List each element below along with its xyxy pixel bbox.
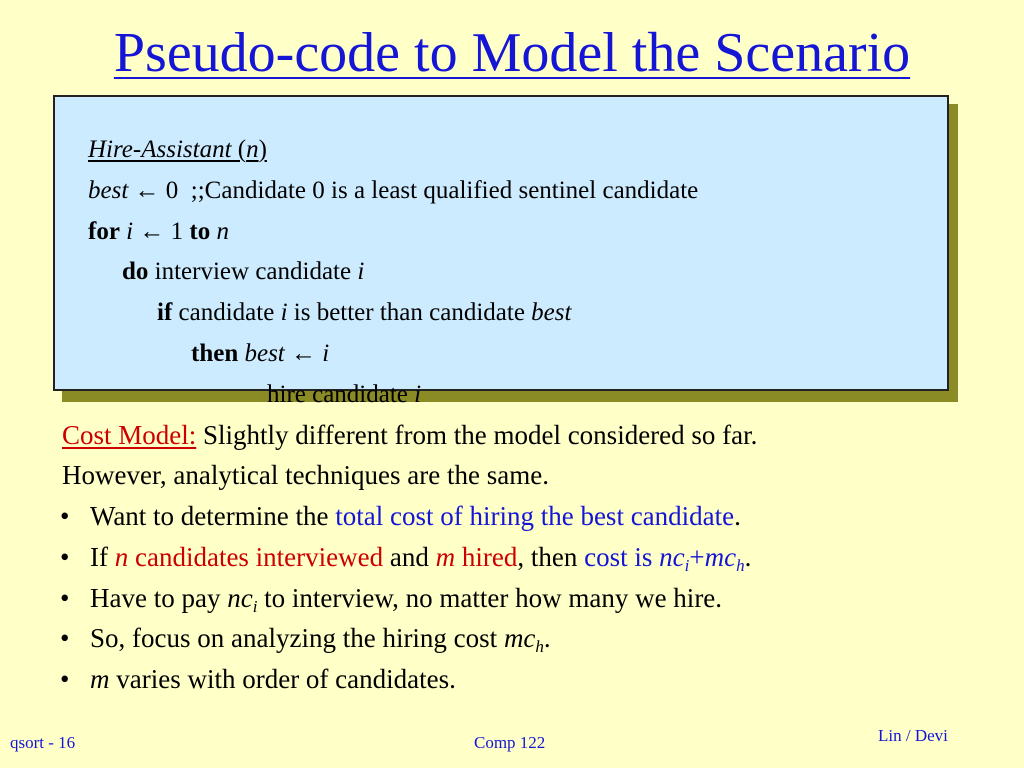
cost-model-label: Cost Model: <box>62 420 197 450</box>
bullet-5 <box>90 662 456 696</box>
b4-sub-h: h <box>535 637 544 656</box>
line2-rest: 0 ;;Candidate 0 is a least qualified sentinel candidate <box>165 177 699 204</box>
kw-then: then <box>191 340 239 367</box>
b2-n: n <box>114 542 129 572</box>
b2-then: , then <box>517 542 585 572</box>
b3-rest: to interview, no matter how many we hire. <box>257 583 723 613</box>
bullet-4 <box>90 621 551 655</box>
b2-interviewed: candidates interviewed <box>128 542 384 572</box>
kw-if: if <box>157 299 173 326</box>
num-one: 1 <box>170 218 190 245</box>
b5-m: m <box>90 664 110 694</box>
var-i: i <box>119 218 134 245</box>
line5-text-a: candidate <box>172 299 281 326</box>
b2-sub-i: i <box>684 556 690 575</box>
bullet-marker: • <box>60 501 70 531</box>
slide-title: Pseudo-code to Model the Scenario <box>113 22 911 84</box>
bullet-marker: • <box>60 542 70 572</box>
b2-text: If <box>90 542 115 572</box>
footer-right: Lin / Devi <box>878 726 948 745</box>
b3-text: Have to pay <box>90 583 228 613</box>
b3-sub-i: i <box>252 597 258 616</box>
line5-text-b: is better than candidate <box>287 299 532 326</box>
b2-cost-is: cost is <box>584 542 660 572</box>
b4-text: So, focus on analyzing the hiring cost <box>90 623 504 653</box>
bullet-3 <box>90 581 722 615</box>
var-best: best <box>531 299 572 326</box>
var-n: n <box>210 218 229 245</box>
b2-nc: nc <box>659 542 685 572</box>
kw-do: do <box>122 258 149 285</box>
arrow: ← <box>128 177 166 204</box>
b4-end: . <box>543 623 551 653</box>
var-i: i <box>322 340 330 367</box>
b2-end: . <box>744 542 752 572</box>
bullet-marker: • <box>60 583 70 613</box>
b2-m: m <box>435 542 456 572</box>
b3-nc: nc <box>227 583 253 613</box>
bullet-1 <box>90 499 741 533</box>
cost-model-text: Slightly different from the model considered so far. <box>196 420 758 450</box>
arrow: ← <box>284 340 323 367</box>
bullet-marker: • <box>60 664 70 694</box>
line4-text: interview candidate <box>148 258 358 285</box>
b2-hired: hired <box>455 542 518 572</box>
arrow: ← <box>133 218 171 245</box>
b5-rest: varies with order of candidates. <box>109 664 456 694</box>
footer-left: qsort - 16 <box>10 733 76 752</box>
b2-and: and <box>383 542 436 572</box>
var-i: i <box>280 299 288 326</box>
var-best: best <box>238 340 285 367</box>
b1-highlight: total cost of hiring the best candidate <box>335 501 735 531</box>
param-close: ) <box>258 136 267 163</box>
procedure-name: Hire-Assistant <box>88 136 232 163</box>
param-n: n <box>246 136 259 163</box>
var-i: i <box>414 381 422 408</box>
var-i: i <box>357 258 365 285</box>
line7-text: hire candidate <box>267 381 415 408</box>
pseudo-code-box <box>53 95 949 408</box>
cost-model-line <box>62 418 757 452</box>
kw-to: to <box>189 218 211 245</box>
b2-plus: + <box>689 542 705 572</box>
footer-center: Comp 122 <box>474 733 546 752</box>
param-open: ( <box>231 136 247 163</box>
bullet-2 <box>90 540 751 574</box>
b1-text: Want to determine the <box>90 501 336 531</box>
bullet-marker: • <box>60 623 70 653</box>
cost-model-line-2: However, analytical techniques are the same. <box>62 460 549 490</box>
b2-sub-h: h <box>736 556 745 575</box>
b2-mc: mc <box>704 542 737 572</box>
var-best: best <box>88 177 129 204</box>
kw-for: for <box>88 218 120 245</box>
b4-mc: mc <box>503 623 536 653</box>
b1-end: . <box>734 501 741 531</box>
